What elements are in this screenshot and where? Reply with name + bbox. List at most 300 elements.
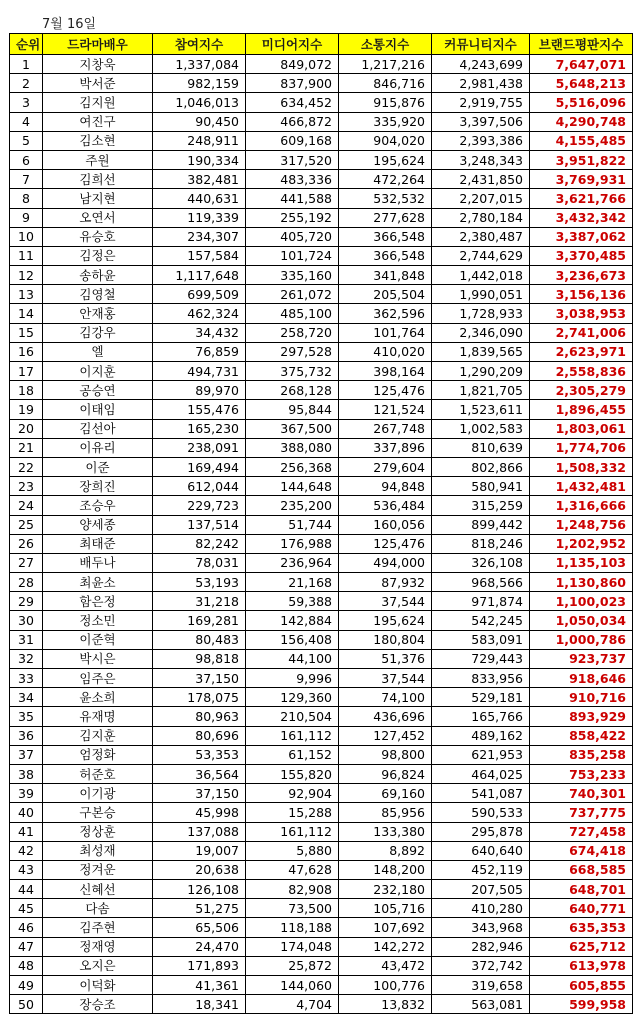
participation-cell: 155,476 [153,400,246,419]
rank-cell: 38 [10,764,43,783]
community-cell: 2,380,487 [432,227,530,246]
actor-name-cell: 장희진 [43,477,153,496]
rank-cell: 19 [10,400,43,419]
table-row [10,611,633,630]
table-row [10,534,633,553]
brand-reputation-cell: 1,432,481 [530,477,633,496]
actor-name-cell: 이유리 [43,438,153,457]
participation-cell: 53,353 [153,745,246,764]
rank-cell: 14 [10,304,43,323]
community-cell: 2,919,755 [432,93,530,112]
media-cell: 261,072 [246,285,339,304]
rank-cell: 3 [10,93,43,112]
media-cell: 44,100 [246,649,339,668]
communication-cell: 51,376 [339,649,432,668]
participation-cell: 137,514 [153,515,246,534]
actor-name-cell: 유재명 [43,707,153,726]
actor-name-cell: 이기광 [43,784,153,803]
participation-cell: 78,031 [153,553,246,572]
rank-cell: 20 [10,419,43,438]
media-cell: 609,168 [246,131,339,150]
brand-reputation-cell: 3,432,342 [530,208,633,227]
participation-cell: 699,509 [153,285,246,304]
actor-name-cell: 엘 [43,342,153,361]
media-cell: 161,112 [246,822,339,841]
actor-name-cell: 최성재 [43,841,153,860]
actor-name-cell: 이태임 [43,400,153,419]
rank-cell: 32 [10,649,43,668]
communication-cell: 532,532 [339,189,432,208]
actor-name-cell: 공승연 [43,381,153,400]
actor-name-cell: 배두나 [43,553,153,572]
community-cell: 315,259 [432,496,530,515]
participation-cell: 190,334 [153,150,246,169]
rank-cell: 9 [10,208,43,227]
media-cell: 9,996 [246,669,339,688]
rank-cell: 39 [10,784,43,803]
brand-reputation-cell: 635,353 [530,918,633,937]
brand-reputation-cell: 1,202,952 [530,534,633,553]
media-cell: 101,724 [246,246,339,265]
communication-cell: 205,504 [339,285,432,304]
header-community: 커뮤니티지수 [432,34,530,55]
rank-cell: 50 [10,995,43,1014]
media-cell: 268,128 [246,381,339,400]
media-cell: 155,820 [246,764,339,783]
brand-reputation-cell: 3,387,062 [530,227,633,246]
actor-name-cell: 이준혁 [43,630,153,649]
rank-cell: 44 [10,880,43,899]
rank-cell: 17 [10,362,43,381]
header-row [10,34,633,55]
actor-name-cell: 김주현 [43,918,153,937]
brand-reputation-cell: 5,648,213 [530,74,633,93]
brand-reputation-cell: 4,155,485 [530,131,633,150]
communication-cell: 398,164 [339,362,432,381]
table-row [10,477,633,496]
community-cell: 2,744,629 [432,246,530,265]
rank-cell: 48 [10,956,43,975]
community-cell: 410,280 [432,899,530,918]
participation-cell: 80,963 [153,707,246,726]
rank-cell: 40 [10,803,43,822]
actor-name-cell: 신혜선 [43,880,153,899]
participation-cell: 1,337,084 [153,55,246,74]
participation-cell: 80,483 [153,630,246,649]
actor-name-cell: 정상훈 [43,822,153,841]
table-row [10,841,633,860]
communication-cell: 277,628 [339,208,432,227]
actor-name-cell: 유승호 [43,227,153,246]
media-cell: 297,528 [246,342,339,361]
table-row [10,937,633,956]
brand-reputation-cell: 753,233 [530,764,633,783]
table-row [10,649,633,668]
participation-cell: 462,324 [153,304,246,323]
table-row [10,918,633,937]
rank-cell: 31 [10,630,43,649]
participation-cell: 20,638 [153,860,246,879]
brand-reputation-cell: 1,130,860 [530,573,633,592]
community-cell: 3,248,343 [432,150,530,169]
table-row [10,419,633,438]
media-cell: 235,200 [246,496,339,515]
participation-cell: 51,275 [153,899,246,918]
communication-cell: 100,776 [339,976,432,995]
participation-cell: 80,696 [153,726,246,745]
community-cell: 207,505 [432,880,530,899]
table-row [10,784,633,803]
media-cell: 174,048 [246,937,339,956]
brand-reputation-cell: 3,951,822 [530,150,633,169]
actor-name-cell: 김지원 [43,93,153,112]
communication-cell: 142,272 [339,937,432,956]
brand-reputation-cell: 2,305,279 [530,381,633,400]
community-cell: 326,108 [432,553,530,572]
participation-cell: 229,723 [153,496,246,515]
communication-cell: 195,624 [339,611,432,630]
community-cell: 2,981,438 [432,74,530,93]
media-cell: 25,872 [246,956,339,975]
communication-cell: 133,380 [339,822,432,841]
media-cell: 485,100 [246,304,339,323]
brand-reputation-cell: 3,621,766 [530,189,633,208]
rank-cell: 49 [10,976,43,995]
community-cell: 590,533 [432,803,530,822]
media-cell: 317,520 [246,150,339,169]
table-row [10,362,633,381]
brand-reputation-cell: 625,712 [530,937,633,956]
communication-cell: 341,848 [339,266,432,285]
table-row [10,707,633,726]
media-cell: 210,504 [246,707,339,726]
table-row [10,669,633,688]
media-cell: 483,336 [246,170,339,189]
table-row [10,342,633,361]
rank-cell: 4 [10,112,43,131]
participation-cell: 382,481 [153,170,246,189]
communication-cell: 98,800 [339,745,432,764]
brand-reputation-cell: 727,458 [530,822,633,841]
brand-reputation-cell: 923,737 [530,649,633,668]
rank-cell: 25 [10,515,43,534]
participation-cell: 119,339 [153,208,246,227]
community-cell: 3,397,506 [432,112,530,131]
brand-reputation-cell: 2,741,006 [530,323,633,342]
actor-name-cell: 남지현 [43,189,153,208]
media-cell: 118,188 [246,918,339,937]
participation-cell: 65,506 [153,918,246,937]
actor-name-cell: 엄정화 [43,745,153,764]
media-cell: 236,964 [246,553,339,572]
communication-cell: 87,932 [339,573,432,592]
media-cell: 837,900 [246,74,339,93]
rank-cell: 34 [10,688,43,707]
media-cell: 144,648 [246,477,339,496]
participation-cell: 36,564 [153,764,246,783]
communication-cell: 125,476 [339,534,432,553]
brand-reputation-cell: 640,771 [530,899,633,918]
rank-cell: 13 [10,285,43,304]
communication-cell: 85,956 [339,803,432,822]
participation-cell: 31,218 [153,592,246,611]
table-row [10,573,633,592]
table-row [10,246,633,265]
community-cell: 1,002,583 [432,419,530,438]
communication-cell: 121,524 [339,400,432,419]
brand-reputation-cell: 3,038,953 [530,304,633,323]
media-cell: 634,452 [246,93,339,112]
actor-name-cell: 주원 [43,150,153,169]
header-rank: 순위 [10,34,43,55]
communication-cell: 904,020 [339,131,432,150]
actor-name-cell: 조승우 [43,496,153,515]
brand-reputation-cell: 605,855 [530,976,633,995]
brand-reputation-cell: 668,585 [530,860,633,879]
participation-cell: 24,470 [153,937,246,956]
communication-cell: 915,876 [339,93,432,112]
table-row [10,956,633,975]
participation-cell: 169,494 [153,457,246,476]
brand-ranking-table [9,33,633,1014]
media-cell: 73,500 [246,899,339,918]
table-row [10,381,633,400]
rank-cell: 47 [10,937,43,956]
community-cell: 1,442,018 [432,266,530,285]
actor-name-cell: 이준 [43,457,153,476]
community-cell: 971,874 [432,592,530,611]
communication-cell: 107,692 [339,918,432,937]
participation-cell: 171,893 [153,956,246,975]
actor-name-cell: 임주은 [43,669,153,688]
communication-cell: 37,544 [339,592,432,611]
actor-name-cell: 최태준 [43,534,153,553]
media-cell: 59,388 [246,592,339,611]
brand-reputation-cell: 737,775 [530,803,633,822]
table-row [10,976,633,995]
rank-cell: 35 [10,707,43,726]
community-cell: 542,245 [432,611,530,630]
brand-reputation-cell: 1,248,756 [530,515,633,534]
rank-cell: 42 [10,841,43,860]
actor-name-cell: 정소민 [43,611,153,630]
communication-cell: 436,696 [339,707,432,726]
media-cell: 156,408 [246,630,339,649]
communication-cell: 846,716 [339,74,432,93]
participation-cell: 982,159 [153,74,246,93]
community-cell: 165,766 [432,707,530,726]
community-cell: 640,640 [432,841,530,860]
community-cell: 583,091 [432,630,530,649]
participation-cell: 98,818 [153,649,246,668]
brand-reputation-cell: 1,000,786 [530,630,633,649]
participation-cell: 37,150 [153,784,246,803]
brand-reputation-cell: 1,896,455 [530,400,633,419]
communication-cell: 267,748 [339,419,432,438]
community-cell: 1,839,565 [432,342,530,361]
table-row [10,285,633,304]
brand-reputation-cell: 7,647,071 [530,55,633,74]
communication-cell: 1,217,216 [339,55,432,74]
rank-cell: 24 [10,496,43,515]
actor-name-cell: 다솜 [43,899,153,918]
community-cell: 541,087 [432,784,530,803]
actor-name-cell: 지창욱 [43,55,153,74]
brand-reputation-cell: 5,516,096 [530,93,633,112]
communication-cell: 335,920 [339,112,432,131]
communication-cell: 195,624 [339,150,432,169]
participation-cell: 169,281 [153,611,246,630]
header-brand-reputation: 브랜드평판지수 [530,34,633,55]
table-row [10,553,633,572]
community-cell: 372,742 [432,956,530,975]
actor-name-cell: 장승조 [43,995,153,1014]
rank-cell: 27 [10,553,43,572]
brand-reputation-cell: 2,623,971 [530,342,633,361]
media-cell: 375,732 [246,362,339,381]
table-row [10,803,633,822]
actor-name-cell: 함은정 [43,592,153,611]
table-row [10,112,633,131]
community-cell: 2,346,090 [432,323,530,342]
table-row [10,170,633,189]
community-cell: 282,946 [432,937,530,956]
media-cell: 255,192 [246,208,339,227]
community-cell: 563,081 [432,995,530,1014]
communication-cell: 494,000 [339,553,432,572]
community-cell: 802,866 [432,457,530,476]
community-cell: 1,290,209 [432,362,530,381]
actor-name-cell: 허준호 [43,764,153,783]
participation-cell: 126,108 [153,880,246,899]
participation-cell: 1,046,013 [153,93,246,112]
table-row [10,227,633,246]
rank-cell: 46 [10,918,43,937]
table-row [10,745,633,764]
communication-cell: 362,596 [339,304,432,323]
community-cell: 343,968 [432,918,530,937]
table-row [10,131,633,150]
rank-cell: 11 [10,246,43,265]
table-row [10,304,633,323]
communication-cell: 69,160 [339,784,432,803]
participation-cell: 238,091 [153,438,246,457]
participation-cell: 19,007 [153,841,246,860]
rank-cell: 26 [10,534,43,553]
table-row [10,189,633,208]
rank-cell: 16 [10,342,43,361]
media-cell: 51,744 [246,515,339,534]
community-cell: 295,878 [432,822,530,841]
table-row [10,93,633,112]
brand-reputation-cell: 3,769,931 [530,170,633,189]
communication-cell: 536,484 [339,496,432,515]
actor-name-cell: 최윤소 [43,573,153,592]
media-cell: 441,588 [246,189,339,208]
date-label: 7월 16일 [42,17,97,32]
brand-reputation-cell: 613,978 [530,956,633,975]
table-row [10,592,633,611]
media-cell: 335,160 [246,266,339,285]
table-row [10,726,633,745]
brand-reputation-cell: 1,100,023 [530,592,633,611]
participation-cell: 494,731 [153,362,246,381]
actor-name-cell: 안재홍 [43,304,153,323]
media-cell: 61,152 [246,745,339,764]
participation-cell: 45,998 [153,803,246,822]
media-cell: 82,908 [246,880,339,899]
actor-name-cell: 오지은 [43,956,153,975]
media-cell: 95,844 [246,400,339,419]
actor-name-cell: 송하윤 [43,266,153,285]
actor-name-cell: 여진구 [43,112,153,131]
rank-cell: 2 [10,74,43,93]
media-cell: 21,168 [246,573,339,592]
participation-cell: 137,088 [153,822,246,841]
community-cell: 1,523,611 [432,400,530,419]
communication-cell: 366,548 [339,227,432,246]
header-communication: 소통지수 [339,34,432,55]
brand-reputation-cell: 1,774,706 [530,438,633,457]
community-cell: 1,990,051 [432,285,530,304]
actor-name-cell: 박서준 [43,74,153,93]
communication-cell: 410,020 [339,342,432,361]
brand-reputation-cell: 3,156,136 [530,285,633,304]
community-cell: 319,658 [432,976,530,995]
actor-name-cell: 박시은 [43,649,153,668]
brand-reputation-cell: 3,236,673 [530,266,633,285]
rank-cell: 12 [10,266,43,285]
table-row [10,496,633,515]
brand-reputation-cell: 3,370,485 [530,246,633,265]
actor-name-cell: 김희선 [43,170,153,189]
media-cell: 129,360 [246,688,339,707]
brand-reputation-cell: 893,929 [530,707,633,726]
media-cell: 15,288 [246,803,339,822]
brand-reputation-cell: 1,050,034 [530,611,633,630]
community-cell: 529,181 [432,688,530,707]
media-cell: 405,720 [246,227,339,246]
participation-cell: 612,044 [153,477,246,496]
table-row [10,150,633,169]
rank-cell: 23 [10,477,43,496]
rank-cell: 43 [10,860,43,879]
participation-cell: 165,230 [153,419,246,438]
table-row [10,208,633,227]
rank-cell: 10 [10,227,43,246]
table-row [10,515,633,534]
rank-cell: 18 [10,381,43,400]
participation-cell: 76,859 [153,342,246,361]
table-body [10,55,633,1014]
participation-cell: 1,117,648 [153,266,246,285]
media-cell: 388,080 [246,438,339,457]
actor-name-cell: 정겨운 [43,860,153,879]
communication-cell: 127,452 [339,726,432,745]
media-cell: 256,368 [246,457,339,476]
actor-name-cell: 윤소희 [43,688,153,707]
community-cell: 899,442 [432,515,530,534]
rank-cell: 45 [10,899,43,918]
table-row [10,630,633,649]
table-row [10,764,633,783]
rank-cell: 21 [10,438,43,457]
communication-cell: 37,544 [339,669,432,688]
communication-cell: 337,896 [339,438,432,457]
actor-name-cell: 김정은 [43,246,153,265]
actor-name-cell: 구본승 [43,803,153,822]
communication-cell: 180,804 [339,630,432,649]
